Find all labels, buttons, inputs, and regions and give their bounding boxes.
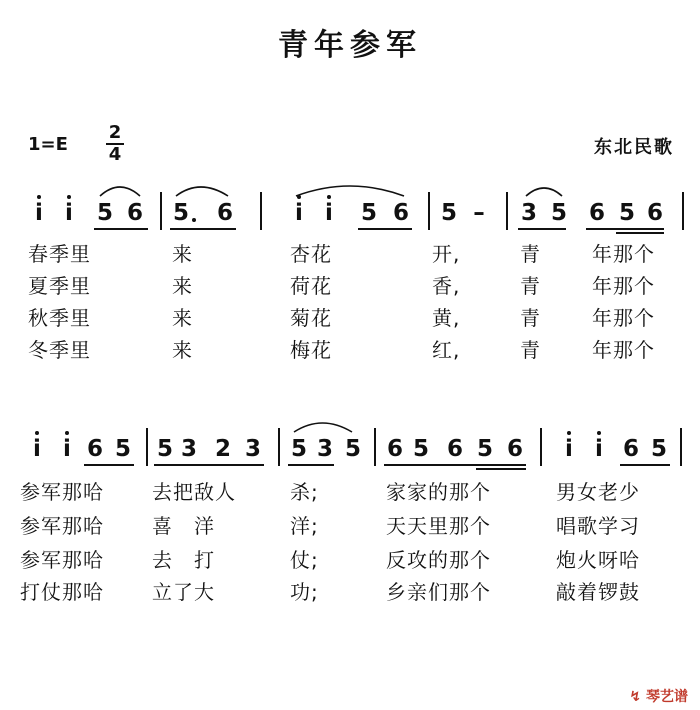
song-title: 青年参军 — [278, 28, 422, 63]
note: i — [295, 200, 303, 226]
sixteenth-beam — [476, 468, 526, 470]
slurs-line-2 — [0, 412, 700, 442]
lyric-syllables: 杏花 — [290, 242, 332, 266]
lyric-syllables: 参军那哈 — [20, 548, 104, 572]
lyric-syllables: 年那个 — [592, 306, 655, 330]
eighth-beam — [620, 464, 670, 466]
note: 5 — [440, 200, 457, 226]
augmentation-dot — [192, 218, 196, 222]
note: 6 — [506, 436, 523, 462]
note: 3 — [316, 436, 333, 462]
note: 6 — [646, 200, 663, 226]
lyric-syllables: 青 — [520, 306, 541, 330]
lyric-syllables: 去把敌人 — [152, 480, 236, 504]
lyric-syllables: 来 — [172, 338, 193, 362]
lyric-syllables: 参军那哈 — [20, 514, 104, 538]
note: i — [65, 200, 73, 226]
lyric-syllables: 反攻的那个 — [386, 548, 491, 572]
note: 6 — [622, 436, 639, 462]
eighth-beam — [288, 464, 334, 466]
note: 5 — [156, 436, 173, 462]
note: 6 — [392, 200, 409, 226]
lyric-syllables: 参军那哈 — [20, 480, 104, 504]
lyric-syllables: 青 — [520, 242, 541, 266]
lyric-syllables: 家家的那个 — [386, 480, 491, 504]
eighth-beam — [94, 228, 148, 230]
note: 3 — [180, 436, 197, 462]
slur — [294, 423, 352, 432]
lyric-syllables: 打仗那哈 — [20, 580, 104, 604]
note: 5 — [360, 200, 377, 226]
note: 5 — [412, 436, 429, 462]
time-signature — [106, 124, 124, 164]
note: i — [33, 436, 41, 462]
key-signature: 1=E — [28, 134, 68, 155]
lyric-syllables: 来 — [172, 242, 193, 266]
note: i — [63, 436, 71, 462]
lyric-syllables: 乡亲们那个 — [386, 580, 491, 604]
eighth-beam — [170, 228, 236, 230]
lyric-syllables: 去 打 — [152, 548, 215, 572]
watermark-logo — [629, 686, 688, 706]
watermark-text: 琴艺谱 — [646, 689, 688, 705]
note: 5 — [618, 200, 635, 226]
eighth-beam — [384, 464, 526, 466]
slur — [100, 187, 140, 196]
lyric-syllables: 青 — [520, 338, 541, 362]
lyric-syllables: 唱歌学习 — [556, 514, 640, 538]
lyric-syllables: 开, — [432, 242, 461, 266]
lyric-syllables: 荷花 — [290, 274, 332, 298]
lyric-syllables: 炮火呀哈 — [556, 548, 640, 572]
eighth-beam — [586, 228, 664, 230]
lyric-syllables: 年那个 — [592, 274, 655, 298]
lyric-syllables: 洋; — [290, 514, 319, 538]
lyric-syllables: 年那个 — [592, 242, 655, 266]
lyric-syllables: 菊花 — [290, 306, 332, 330]
slur — [176, 187, 228, 196]
lyric-syllables: 秋季里 — [28, 306, 91, 330]
slur — [526, 188, 562, 196]
lyric-syllables: 青 — [520, 274, 541, 298]
note: 6 — [386, 436, 403, 462]
lyric-syllables: 来 — [172, 274, 193, 298]
lyric-syllables: 敲着锣鼓 — [556, 580, 640, 604]
note: 5 — [172, 200, 189, 226]
time-signature-bottom: 4 — [108, 144, 122, 165]
lyric-syllables: 冬季里 — [28, 338, 91, 362]
lyric-syllables: 夏季里 — [28, 274, 91, 298]
slur — [296, 186, 404, 196]
sixteenth-beam — [616, 232, 664, 234]
note: 5 — [476, 436, 493, 462]
lyric-syllables: 红, — [432, 338, 461, 362]
note: i — [595, 436, 603, 462]
eighth-beam — [358, 228, 412, 230]
lyric-syllables: 天天里那个 — [386, 514, 491, 538]
eighth-beam — [518, 228, 566, 230]
note: 5 — [114, 436, 131, 462]
note: i — [325, 200, 333, 226]
note: 5 — [550, 200, 567, 226]
note: 6 — [126, 200, 143, 226]
time-signature-top: 2 — [108, 122, 122, 143]
lyric-syllables: 杀; — [290, 480, 319, 504]
note: 6 — [86, 436, 103, 462]
note: 2 — [214, 436, 231, 462]
lyric-syllables: 仗; — [290, 548, 319, 572]
note: 3 — [520, 200, 537, 226]
note: – — [473, 200, 485, 226]
note: 6 — [216, 200, 233, 226]
lyric-syllables: 春季里 — [28, 242, 91, 266]
lyric-syllables: 喜 洋 — [152, 514, 215, 538]
song-origin: 东北民歌 — [594, 137, 674, 158]
note: 6 — [588, 200, 605, 226]
note: i — [35, 200, 43, 226]
note: 5 — [290, 436, 307, 462]
note: 5 — [344, 436, 361, 462]
lyric-syllables: 功; — [290, 580, 319, 604]
lyric-syllables: 立了大 — [152, 580, 215, 604]
note: 5 — [96, 200, 113, 226]
slurs-line-1 — [0, 176, 700, 206]
eighth-beam — [154, 464, 264, 466]
note: i — [565, 436, 573, 462]
lyric-syllables: 来 — [172, 306, 193, 330]
lyric-syllables: 黄, — [432, 306, 461, 330]
note: 5 — [650, 436, 667, 462]
lyric-syllables: 年那个 — [592, 338, 655, 362]
eighth-beam — [84, 464, 134, 466]
note: 6 — [446, 436, 463, 462]
lyric-syllables: 香, — [432, 274, 461, 298]
lyric-syllables: 梅花 — [290, 338, 332, 362]
lyric-syllables: 男女老少 — [556, 480, 640, 504]
watermark-icon: ↯ — [629, 689, 646, 705]
note: 3 — [244, 436, 261, 462]
